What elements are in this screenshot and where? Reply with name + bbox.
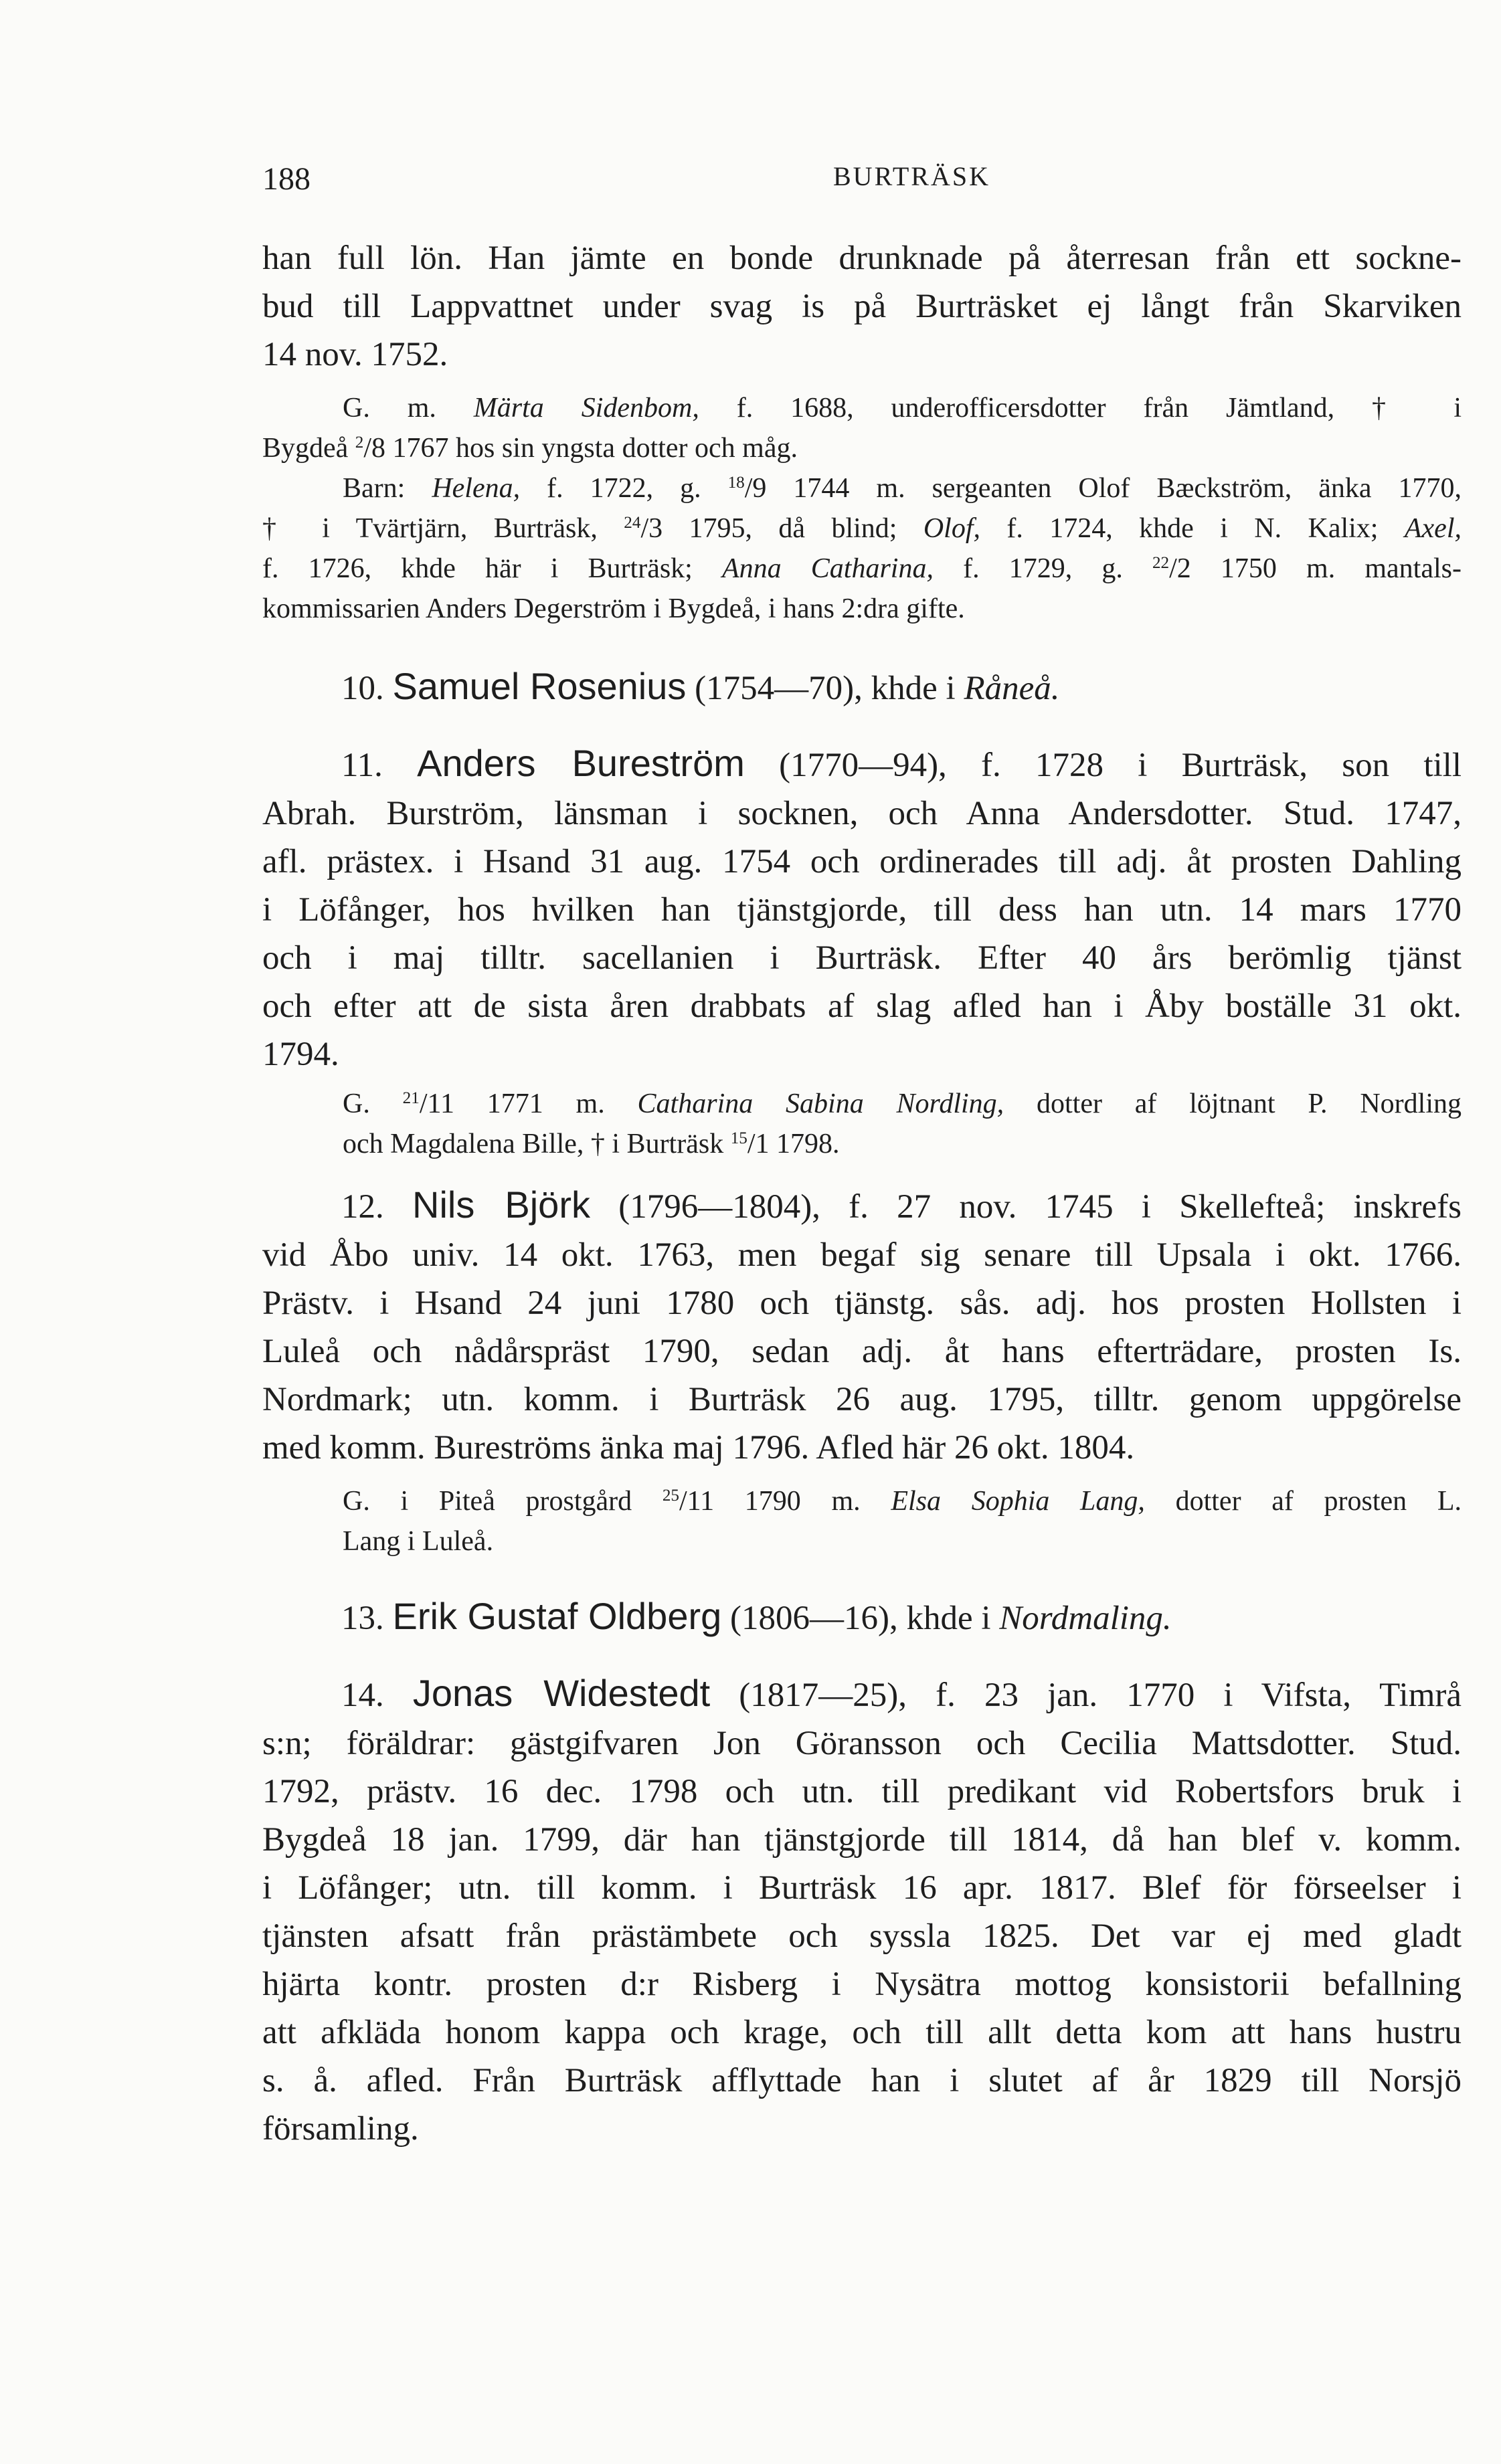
entry-line: afl. prästex. i Hsand 31 aug. 1754 och ordinerades till adj. åt prosten Dahling xyxy=(262,843,1462,880)
note-line: G. i Piteå prostgård $^{25}$/11 1790 m. Elsa Sophia Lang, dotter af prosten L. xyxy=(343,1486,1462,1517)
entry-11 xyxy=(262,739,1462,1164)
page-number: 188 xyxy=(262,161,311,197)
entry-name: Erik Gustaf Oldberg xyxy=(392,1595,722,1637)
entry-line: Abrah. Burström, länsman i socknen, och Anna Andersdotter. Stud. 1747, xyxy=(262,795,1462,832)
entry-heading: 12. Nils Björk (1796—1804), f. 27 nov. 1745 i Skellefteå; inskrefs xyxy=(341,1183,1462,1226)
note-line: † i Tvärtjärn, Burträsk, $^{24}$/3 1795, då blind; Olof, f. 1724, khde i N. Kalix; Axel, xyxy=(262,513,1462,544)
entry-line: 1794. xyxy=(262,1036,339,1073)
entry-line: 1792, prästv. 16 dec. 1798 och utn. till predikant vid Robertsfors bruk i xyxy=(262,1773,1462,1810)
note-line: Lang i Luleå. xyxy=(343,1526,494,1557)
entry-line: i Löfånger, hos hvilken han tjänstgjorde, till dess han utn. 14 mars 1770 xyxy=(262,891,1462,929)
entry-heading: 13. Erik Gustaf Oldberg (1806—16), khde i Nordmaling. xyxy=(341,1595,1172,1637)
note-line: Bygdeå $^2$/8 1767 hos sin yngsta dotter och måg. xyxy=(262,433,798,464)
note-line: G. $^{21}$/11 1771 m. Catharina Sabina Nordling, dotter af löjtnant P. Nordling xyxy=(343,1088,1462,1119)
intro-line: 14 nov. 1752. xyxy=(262,336,448,373)
intro-paragraph xyxy=(262,234,1462,379)
running-title: BURTRÄSK xyxy=(833,161,990,191)
entry-line: s. å. afled. Från Burträsk afflyttade han i slutet af år 1829 till Norsjö xyxy=(262,2062,1462,2099)
intro-notes xyxy=(262,388,1462,629)
entry-line: att afkläda honom kappa och krage, och till allt detta kom att hans hustru xyxy=(262,2014,1462,2051)
entry-line: Nordmark; utn. komm. i Burträsk 26 aug. 1795, tilltr. genom uppgörelse xyxy=(262,1381,1462,1418)
note-line: G. m. Märta Sidenbom, f. 1688, underofficersdotter från Jämtland, † i xyxy=(343,393,1462,423)
entry-line: hjärta kontr. prosten d:r Risberg i Nysätra mottog konsistorii befallning xyxy=(262,1966,1462,2003)
entry-name: Jonas Widestedt xyxy=(412,1672,711,1714)
entry-name: Anders Bureström xyxy=(417,742,745,784)
entry-12 xyxy=(262,1181,1462,1561)
note-line: och Magdalena Bille, † i Burträsk $^{15}$/1 1798. xyxy=(343,1129,840,1159)
entry-name: Samuel Rosenius xyxy=(392,665,687,707)
entry-13 xyxy=(262,1592,1462,1642)
entry-line: församling. xyxy=(262,2110,419,2148)
entry-14 xyxy=(262,1669,1462,2153)
entry-line: vid Åbo univ. 14 okt. 1763, men begaf sig senare till Upsala i okt. 1766. xyxy=(262,1236,1462,1274)
entry-line: Prästv. i Hsand 24 juni 1780 och tjänstg. sås. adj. hos prosten Hollsten i xyxy=(262,1285,1462,1322)
entry-line: och i maj tilltr. sacellanien i Burträsk. Efter 40 års berömlig tjänst xyxy=(262,939,1462,977)
intro-line: bud till Lappvattnet under svag is på Burträsket ej långt från Skarviken xyxy=(262,288,1462,325)
entry-name: Nils Björk xyxy=(412,1183,590,1226)
entry-line: i Löfånger; utn. till komm. i Burträsk 16 apr. 1817. Blef för förseelser i xyxy=(262,1869,1462,1907)
intro-line: han full lön. Han jämte en bonde drunknade på återresan från ett sockne- xyxy=(262,240,1462,277)
entry-heading: 11. Anders Bureström (1770—94), f. 1728 i Burträsk, son till xyxy=(341,742,1462,784)
note-line: Barn: Helena, f. 1722, g. $^{18}$/9 1744 m. sergeanten Olof Bæckström, änka 1770, xyxy=(343,473,1462,504)
entry-heading: 10. Samuel Rosenius (1754—70), khde i Råneå. xyxy=(341,665,1060,707)
entry-line: Luleå och nådårspräst 1790, sedan adj. åt hans efterträdare, prosten Is. xyxy=(262,1333,1462,1370)
entry-line: och efter att de sista åren drabbats af slag afled han i Åby boställe 31 okt. xyxy=(262,987,1462,1025)
entry-line: tjänsten afsatt från prästämbete och syssla 1825. Det var ej med gladt xyxy=(262,1917,1462,1955)
entry-line: Bygdeå 18 jan. 1799, där han tjänstgjorde till 1814, då han blef v. komm. xyxy=(262,1821,1462,1859)
note-line: f. 1726, khde här i Burträsk; Anna Catharina, f. 1729, g. $^{22}$/2 1750 m. mantals- xyxy=(262,553,1462,584)
entry-10 xyxy=(262,662,1462,713)
entry-line: s:n; föräldrar: gästgifvaren Jon Göransson och Cecilia Mattsdotter. Stud. xyxy=(262,1725,1462,1762)
entry-heading: 14. Jonas Widestedt (1817—25), f. 23 jan. 1770 i Vifsta, Timrå xyxy=(341,1672,1462,1714)
entry-line: med komm. Bureströms änka maj 1796. Afled här 26 okt. 1804. xyxy=(262,1429,1135,1466)
note-line: kommissarien Anders Degerström i Bygdeå, i hans 2:dra gifte. xyxy=(262,593,965,624)
